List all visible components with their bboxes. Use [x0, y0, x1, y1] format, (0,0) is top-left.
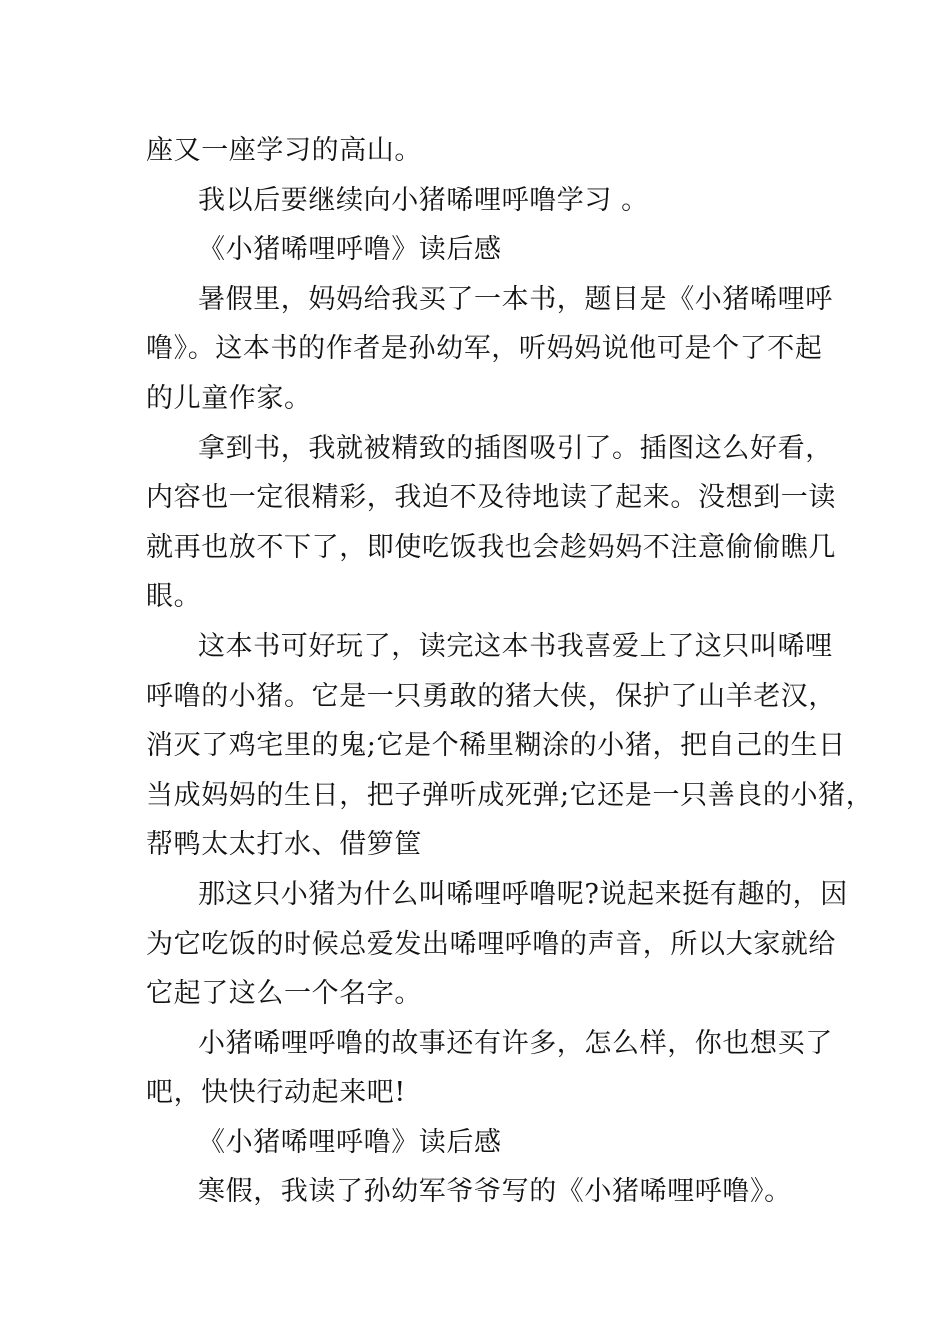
text-line: 消灭了鸡宅里的鬼;它是个稀里糊涂的小猪，把自己的生日	[146, 730, 846, 762]
text-line: 为它吃饭的时候总爱发出唏哩呼噜的声音，所以大家就给	[146, 928, 836, 960]
text-line: 这本书可好玩了，读完这本书我喜爱上了这只叫唏哩	[198, 630, 833, 662]
text-line: 寒假，我读了孙幼军爷爷写的《小猪唏哩呼噜》。	[198, 1176, 792, 1208]
text-line: 拿到书，我就被精致的插图吸引了。插图这么好看，	[198, 432, 833, 464]
text-line: 它起了这么一个名字。	[146, 978, 422, 1010]
text-line: 眼。	[146, 581, 202, 613]
text-line: 我以后要继续向小猪唏哩呼噜学习 。	[198, 184, 649, 216]
text-line: 当成妈妈的生日，把子弹听成死弹;它还是一只善良的小猪，	[146, 779, 874, 811]
text-line: 座又一座学习的高山。	[146, 135, 422, 166]
text-line: 那这只小猪为什么叫唏哩呼噜呢?说起来挺有趣的，因	[198, 878, 848, 910]
text-line: 的儿童作家。	[146, 382, 312, 414]
text-line: 帮鸭太太打水、借箩筐	[146, 829, 422, 861]
text-line: 内容也一定很精彩，我迫不及待地读了起来。没想到一读	[146, 482, 836, 514]
text-line: 噜》。这本书的作者是孙幼军，听妈妈说他可是个了不起	[146, 333, 823, 365]
text-line: 呼噜的小猪。它是一只勇敢的猪大侠，保护了山羊老汉，	[146, 680, 836, 712]
text-line: 小猪唏哩呼噜的故事还有许多，怎么样，你也想买了	[198, 1027, 833, 1059]
text-line: 吧，快快行动起来吧!	[146, 1077, 406, 1109]
text-line: 《小猪唏哩呼噜》读后感	[198, 234, 502, 266]
text-line: 暑假里，妈妈给我买了一本书，题目是《小猪唏哩呼	[198, 283, 833, 315]
text-line: 《小猪唏哩呼噜》读后感	[198, 1126, 502, 1158]
document-body	[146, 126, 874, 1217]
text-line: 就再也放不下了，即使吃饭我也会趁妈妈不注意偷偷瞧几	[146, 531, 836, 563]
